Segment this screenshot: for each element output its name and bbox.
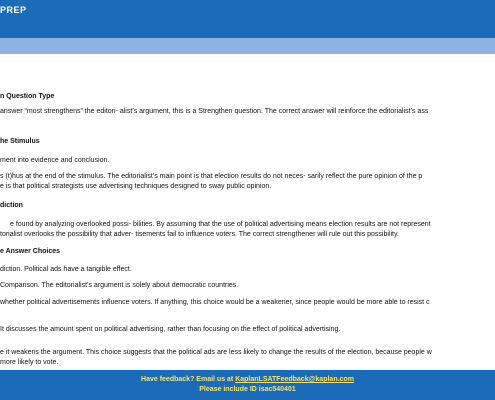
paragraph-line: Comparison. The editorialist’s argument is solely about democratic countries. xyxy=(0,282,239,289)
feedback-line xyxy=(0,375,495,384)
paragraph-line: ment into evidence and conclusion. xyxy=(0,157,110,164)
feedback-footer xyxy=(0,370,495,400)
feedback-prefix: Have feedback? Email us at xyxy=(141,376,236,383)
paragraph-line: more likely to vote. xyxy=(0,359,59,366)
section-heading-question-type: n Question Type xyxy=(0,93,55,100)
paragraph-line: It discusses the amount spent on political advertising, rather than focusing on the effect of political advertising. xyxy=(0,326,341,333)
sub-banner xyxy=(0,38,495,54)
paragraph-line: e it weakens the argument. This choice suggests that the political ads are less likely to change the results of the election, because people w xyxy=(0,349,432,356)
feedback-id-line: Please include ID isac540401 xyxy=(199,386,296,393)
paragraph-line: diction. Political ads have a tangible effect. xyxy=(0,266,132,273)
paragraph-line: torialist overlooks the possibility that adver- tisements fail to influence voters. The correct strengthener will rule out this possibility. xyxy=(0,231,399,238)
top-banner xyxy=(0,0,495,38)
paragraph-line: e is that political strategists use advertising techniques designed to sway public opinion. xyxy=(0,183,272,190)
paragraph-line: s (t)hus at the end of the stimulus. The editorialist’s main point is that election results do not neces- sarily reflect the pure opinion of the p xyxy=(0,173,423,180)
explanation-content xyxy=(0,54,495,370)
paragraph-line: e found by analyzing overlooked possi- bilities. By assuming that the use of political advertising means election results are not represent xyxy=(10,221,431,228)
brand-logo-text: PREP xyxy=(0,5,27,15)
paragraph-line: whether political advertisements influence voters. If anything, this choice would be a weakener, since people would be more able to resist c xyxy=(0,299,430,306)
section-heading-answer-choices: e Answer Choices xyxy=(0,248,61,255)
feedback-email-link[interactable]: KaplanLSATFeedback@kaplan.com xyxy=(235,376,354,383)
paragraph-line: answer “most strengthens” the editori- alist’s argument, this is a Strengthen question. The correct answer will reinforce the editorialist’s ass xyxy=(0,108,429,115)
section-heading-prediction: diction xyxy=(0,202,23,209)
section-heading-stimulus: he Stimulus xyxy=(0,138,40,145)
